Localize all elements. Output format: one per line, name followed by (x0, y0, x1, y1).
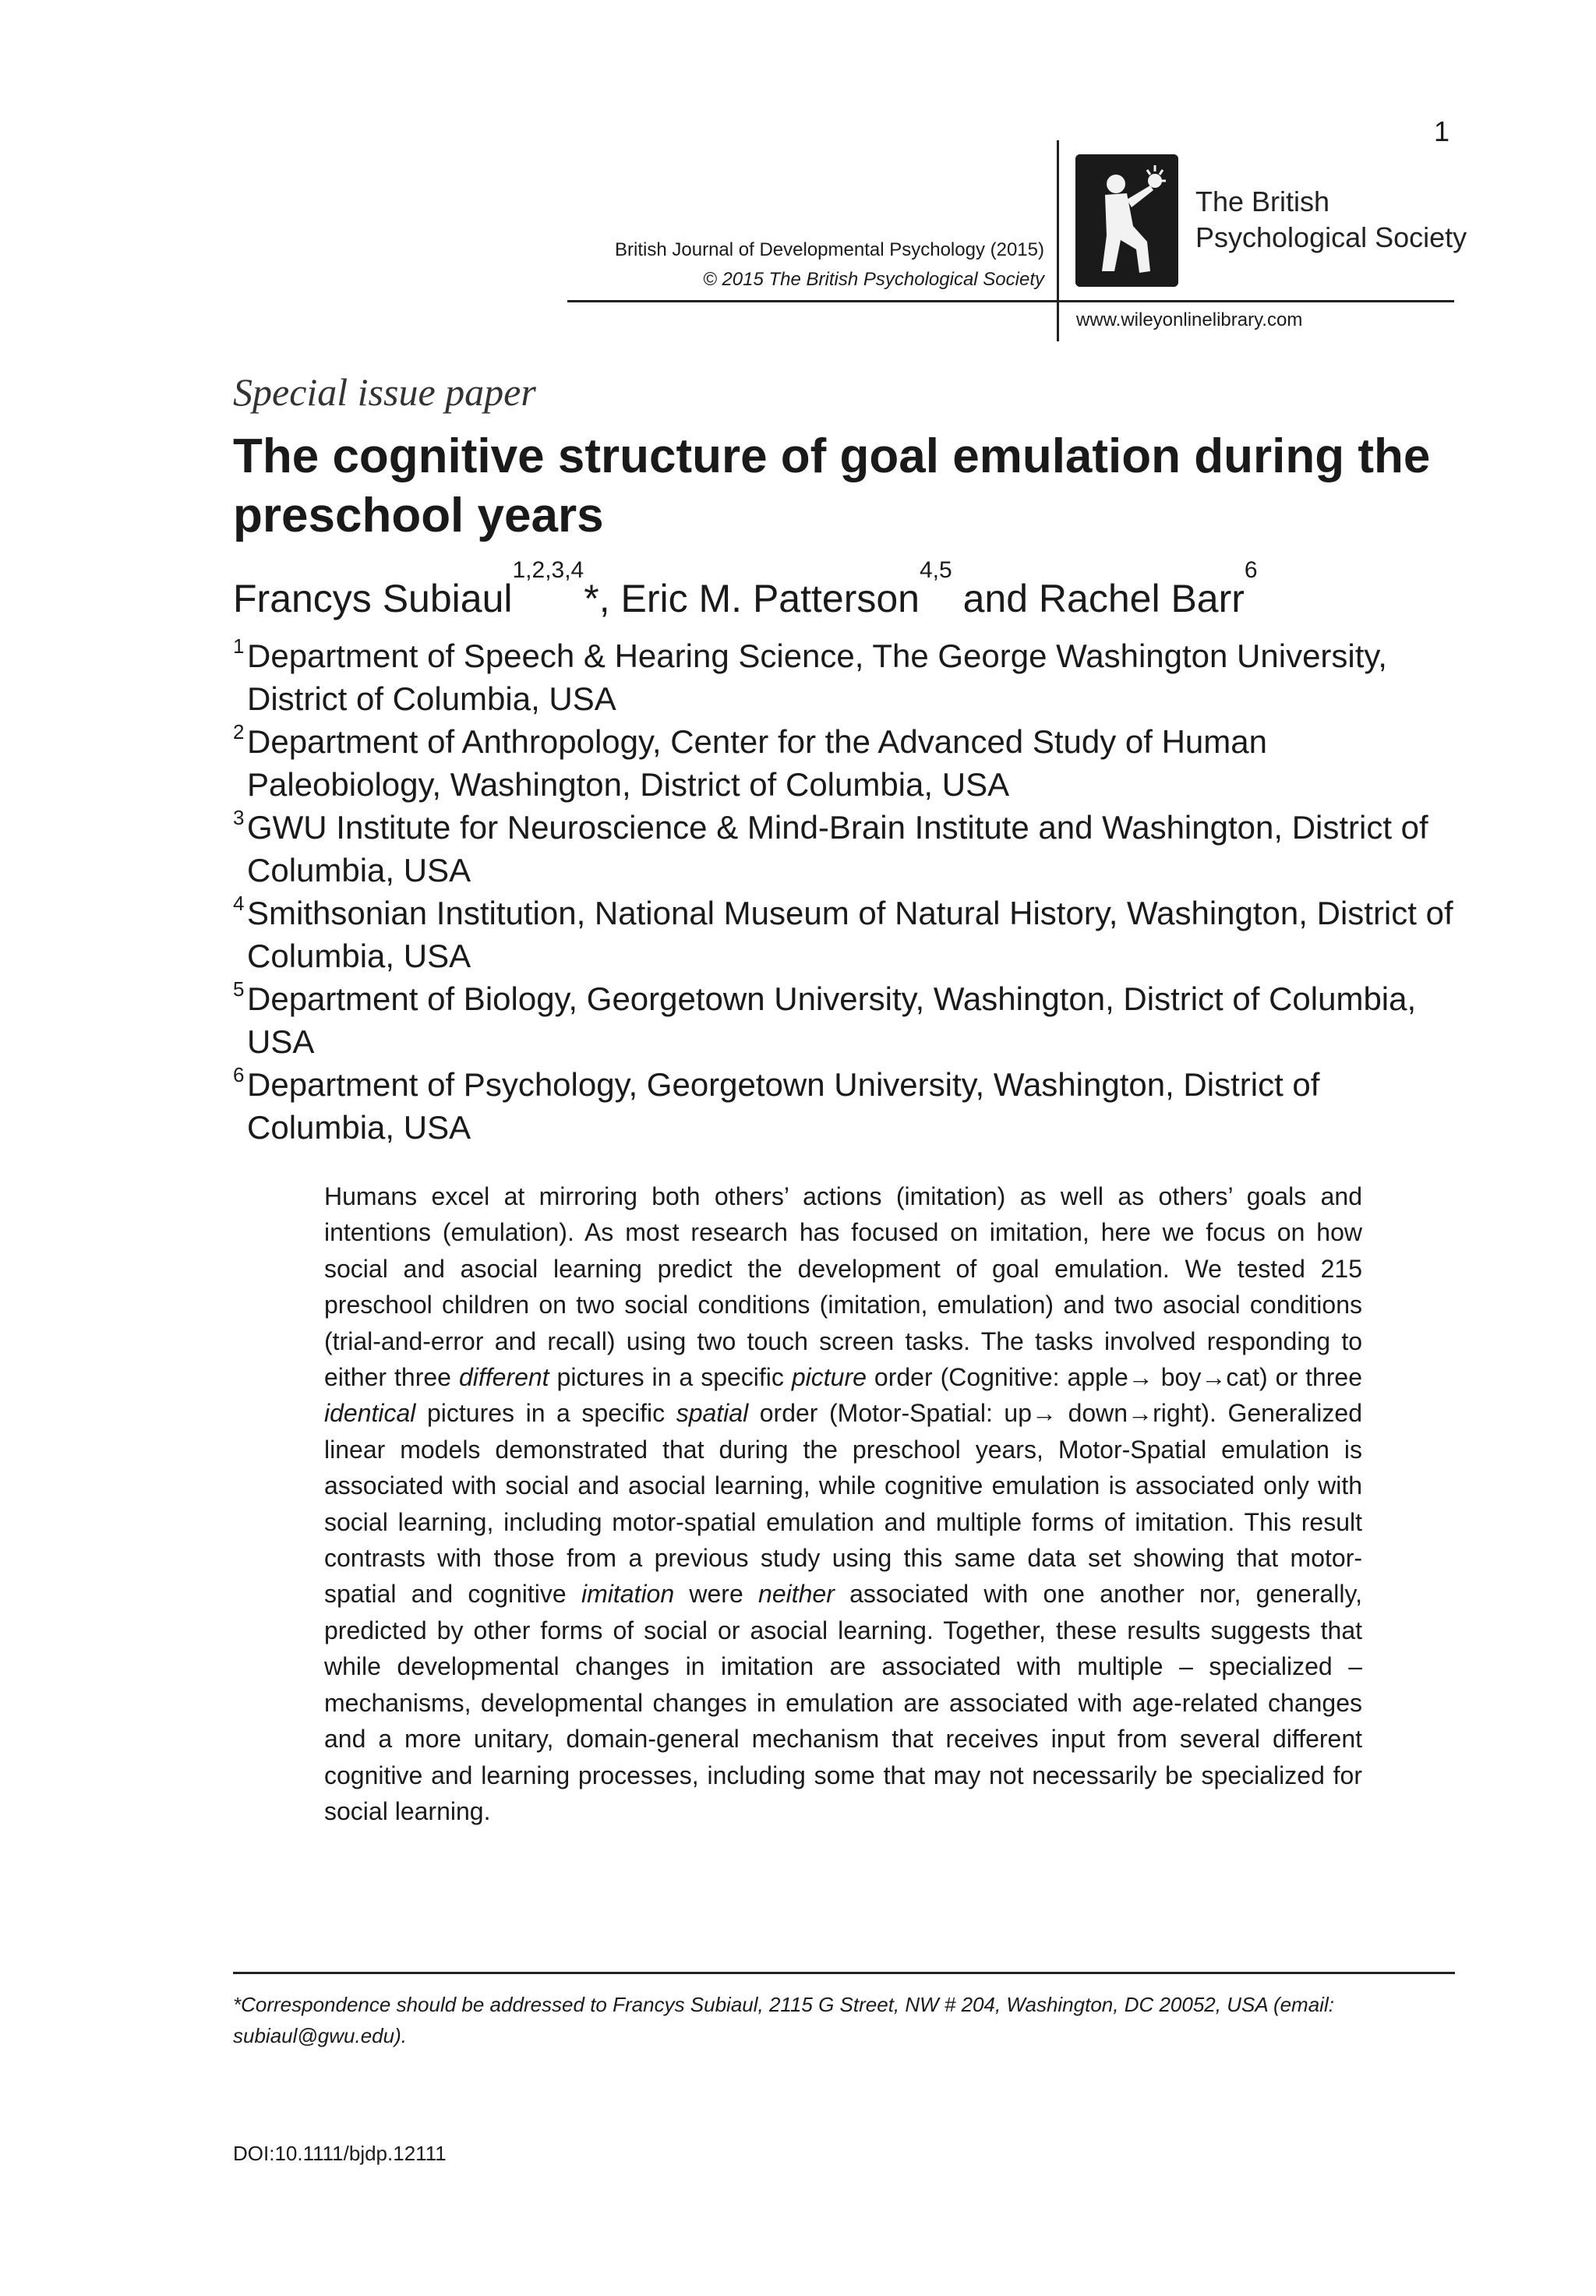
affiliation-list (233, 634, 1464, 1149)
abstract (324, 1178, 1362, 1829)
correspondence-footnote: *Correspondence should be addressed to Francys Subiaul, 2115 G Street, NW # 204, Washington, DC 20052, USA (email: subiaul@gwu.edu). (233, 1993, 1334, 2047)
affiliation-text: Department of Psychology, Georgetown University, Washington, District of Columbia, USA (247, 1066, 1320, 1146)
abstract-text: pictures in a specific (549, 1363, 792, 1392)
affiliation-number: 3 (233, 806, 245, 829)
affiliation-text: Department of Speech & Hearing Science, The George Washington University, District of Columbia, USA (247, 638, 1387, 717)
corresponding-author-marker: * (584, 577, 599, 620)
doi[interactable]: DOI:10.1111/bjdp.12111 (233, 2142, 447, 2165)
author-separator: and (952, 577, 1039, 620)
affiliation-item (233, 634, 1464, 720)
abstract-emphasis: neither (758, 1580, 835, 1609)
abstract-text: associated with one another nor, generally, predicted by other forms of social or asocial learning. Together, these results suggests that while developmental changes in imitation are associated with multiple – specialized – mechanisms, developmental changes in emulation are associated with age-related changes and a more unitary, domain-general mechanism that receives input from several different cognitive and learning processes, including some that may not necessarily be specialized for social learning. (324, 1580, 1363, 1825)
affiliation-text: Department of Anthropology, Center for the Advanced Study of Human Paleobiology, Washington, District of Columbia, USA (247, 723, 1267, 803)
page-number: 1 (1434, 115, 1450, 147)
affiliation-item (233, 977, 1464, 1063)
article-title: The cognitive structure of goal emulation during the preschool years (233, 429, 1431, 542)
affiliation-item (233, 1063, 1464, 1149)
author-name: Rachel Barr (1038, 577, 1245, 620)
affiliation-item (233, 892, 1464, 977)
header-rule (567, 300, 1454, 302)
affiliation-number: 5 (233, 977, 245, 1001)
author-list (233, 557, 1258, 623)
society-logo (1075, 154, 1178, 287)
journal-name: British Journal of Developmental Psychology (2015) (615, 239, 1044, 260)
abstract-text: order (Cognitive: apple→ boy→cat) or three (866, 1363, 1363, 1392)
affiliation-item (233, 806, 1464, 892)
journal-info (343, 235, 1044, 295)
author-affiliation-marker: 6 (1244, 557, 1258, 583)
author-name: Francys Subiaul (233, 577, 513, 620)
journal-copyright: © 2015 The British Psychological Society (703, 269, 1044, 290)
abstract-text: order (Motor-Spatial: up→ down→right). Generalized linear models demonstrated that during the preschool years, Motor-Spatial emulation is associated with social and asocial learning, while cognitive emulation is associated only with social learning, including motor-spatial emulation and multiple forms of imitation. This result contrasts with those from a previous study using this same data set showing that motor-spatial and cognitive (324, 1399, 1363, 1609)
article-type: Special issue paper (233, 370, 536, 414)
affiliation-text: Department of Biology, Georgetown University, Washington, District of Columbia, USA (247, 980, 1417, 1060)
abstract-emphasis: imitation (581, 1580, 675, 1609)
abstract-emphasis: different (458, 1363, 549, 1392)
abstract-text: Humans excel at mirroring both others’ actions (imitation) as well as others’ goals and intentions (emulation). As most research has focused on imitation, here we focus on how social and asocial learning predict the development of goal emulation. We tested 215 preschool children on two social conditions (imitation, emulation) and two asocial conditions (trial-and-error and recall) using two touch screen tasks. The tasks involved responding to either three (324, 1182, 1362, 1392)
society-logo-figure (1075, 154, 1178, 287)
society-name-line2: Psychological Society (1195, 221, 1467, 253)
abstract-emphasis: picture (791, 1363, 867, 1392)
abstract-emphasis: spatial (676, 1399, 749, 1428)
affiliation-number: 1 (233, 634, 245, 658)
society-name (1195, 184, 1467, 256)
author-affiliation-marker: 1,2,3,4 (512, 557, 584, 583)
affiliation-number: 4 (233, 892, 245, 915)
affiliation-number: 6 (233, 1063, 245, 1086)
footnote-rule (233, 1972, 1455, 1974)
affiliation-item (233, 720, 1464, 806)
author-affiliation-marker: 4,5 (919, 557, 952, 583)
affiliation-text: Smithsonian Institution, National Museum of Natural History, Washington, District of Columbia, USA (247, 895, 1453, 974)
affiliation-text: GWU Institute for Neuroscience & Mind-Brain Institute and Washington, District of Columbia, USA (247, 809, 1428, 888)
author-name: Eric M. Patterson (620, 577, 920, 620)
abstract-emphasis: identical (324, 1399, 416, 1428)
abstract-text: pictures in a specific (415, 1399, 676, 1428)
header-divider (1057, 140, 1059, 341)
abstract-text: were (674, 1580, 759, 1609)
society-name-line1: The British (1195, 185, 1330, 217)
author-separator: , (598, 577, 621, 620)
website-link[interactable]: www.wileyonlinelibrary.com (1076, 309, 1303, 330)
affiliation-number: 2 (233, 720, 245, 744)
